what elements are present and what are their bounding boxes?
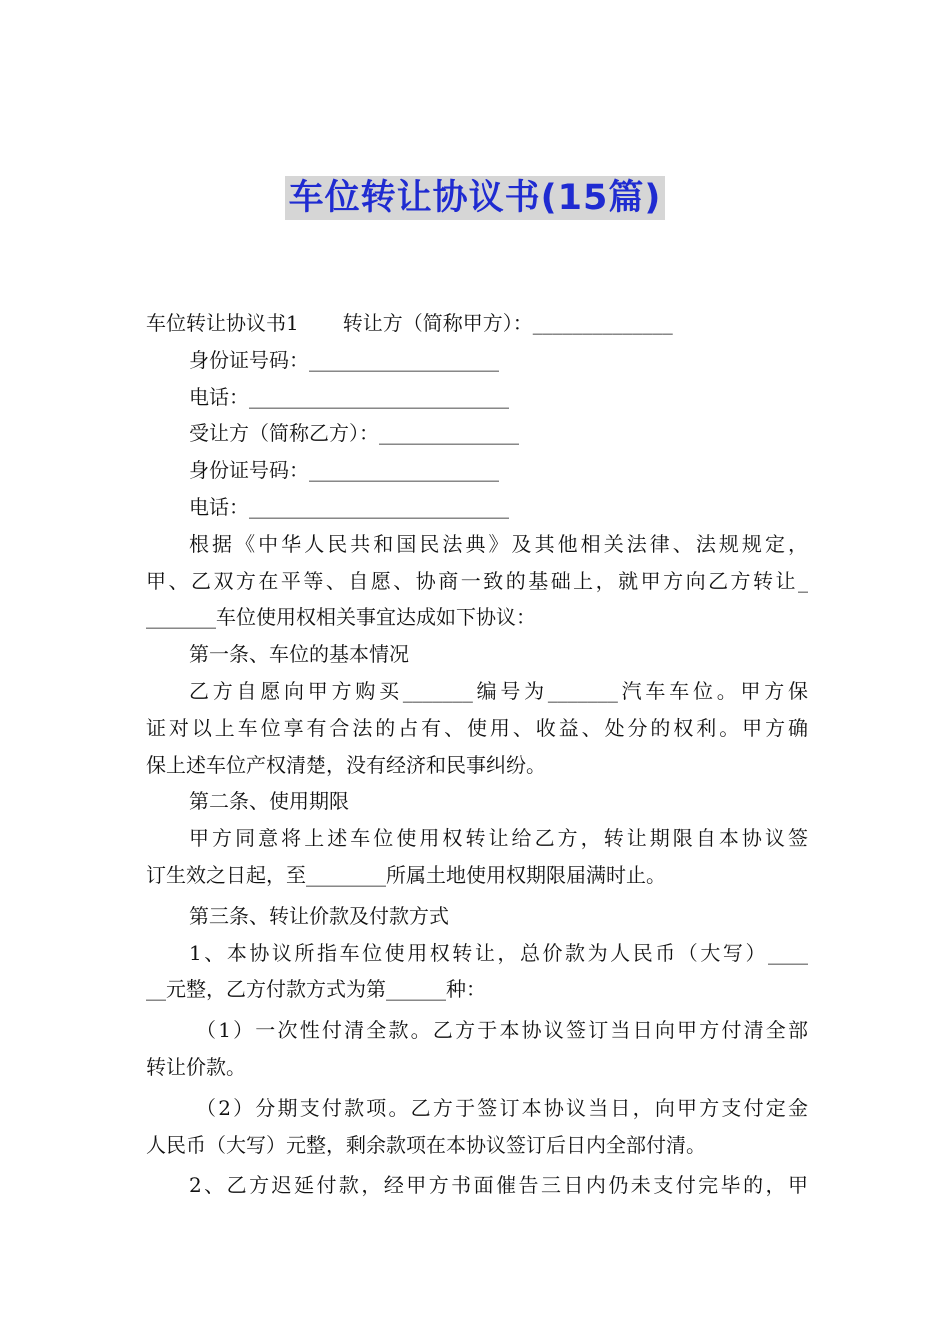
article-2-line-1: 甲方同意将上述车位使用权转让给乙方，转让期限自本协议签	[189, 826, 808, 851]
transferor-field: 转让方（简称甲方）：______________	[342, 311, 673, 335]
option-2-line-2: 人民币（大写）元整，剩余款项在本协议签订后日内全部付清。	[146, 1132, 706, 1157]
article-2-line-2: 订生效之日起，至________所属土地使用权期限届满时止。	[146, 862, 666, 887]
party-a-phone-line: 电话：__________________________	[189, 384, 509, 409]
party-a-line	[146, 305, 808, 342]
article-3-clause-1-line-1: 1、本协议所指车位使用权转让，总价款为人民币（大写）____	[189, 940, 808, 965]
document-title: 车位转让协议书(15篇)	[285, 176, 666, 220]
article-3-clause-2-line-1: 2、乙方迟延付款，经甲方书面催告三日内仍未支付完毕的，甲	[189, 1173, 808, 1198]
party-b-phone-line: 电话：__________________________	[189, 494, 509, 519]
article-3-heading: 第三条、转让价款及付款方式	[189, 903, 449, 928]
option-1-line-1: （1）一次性付清全款。乙方于本协议签订当日向甲方付清全部	[196, 1018, 808, 1043]
preamble-line-1: 根据《中华人民共和国民法典》及其他相关法律、法规规定，	[189, 531, 808, 556]
article-1-heading: 第一条、车位的基本情况	[189, 642, 409, 667]
title-wrapper	[0, 176, 950, 220]
option-1-line-2: 转让价款。	[146, 1054, 246, 1079]
option-2-line-1: （2）分期支付款项。乙方于签订本协议当日，向甲方支付定金	[196, 1095, 808, 1120]
preamble-line-2: 甲、乙双方在平等、自愿、协商一致的基础上，就甲方向乙方转让_	[146, 568, 808, 593]
preamble-line-3: _______车位使用权相关事宜达成如下协议：	[146, 605, 536, 630]
article-1-line-1: 乙方自愿向甲方购买_______编号为_______汽车车位。甲方保	[189, 678, 808, 703]
article-3-clause-1-line-2: __元整，乙方付款方式为第______种：	[146, 977, 486, 1002]
party-b-line: 受让方（简称乙方）：______________	[189, 421, 519, 446]
article-1-line-3: 保上述车位产权清楚，没有经济和民事纠纷。	[146, 752, 546, 777]
document-body	[146, 305, 808, 1204]
article-2-heading: 第二条、使用期限	[189, 789, 349, 814]
party-b-id-line: 身份证号码：___________________	[189, 458, 499, 483]
article-1-line-2: 证对以上车位享有合法的占有、使用、收益、处分的权利。甲方确	[146, 715, 808, 740]
party-a-id-line: 身份证号码：___________________	[189, 347, 499, 372]
agreement-heading: 车位转让协议书1	[146, 311, 299, 335]
